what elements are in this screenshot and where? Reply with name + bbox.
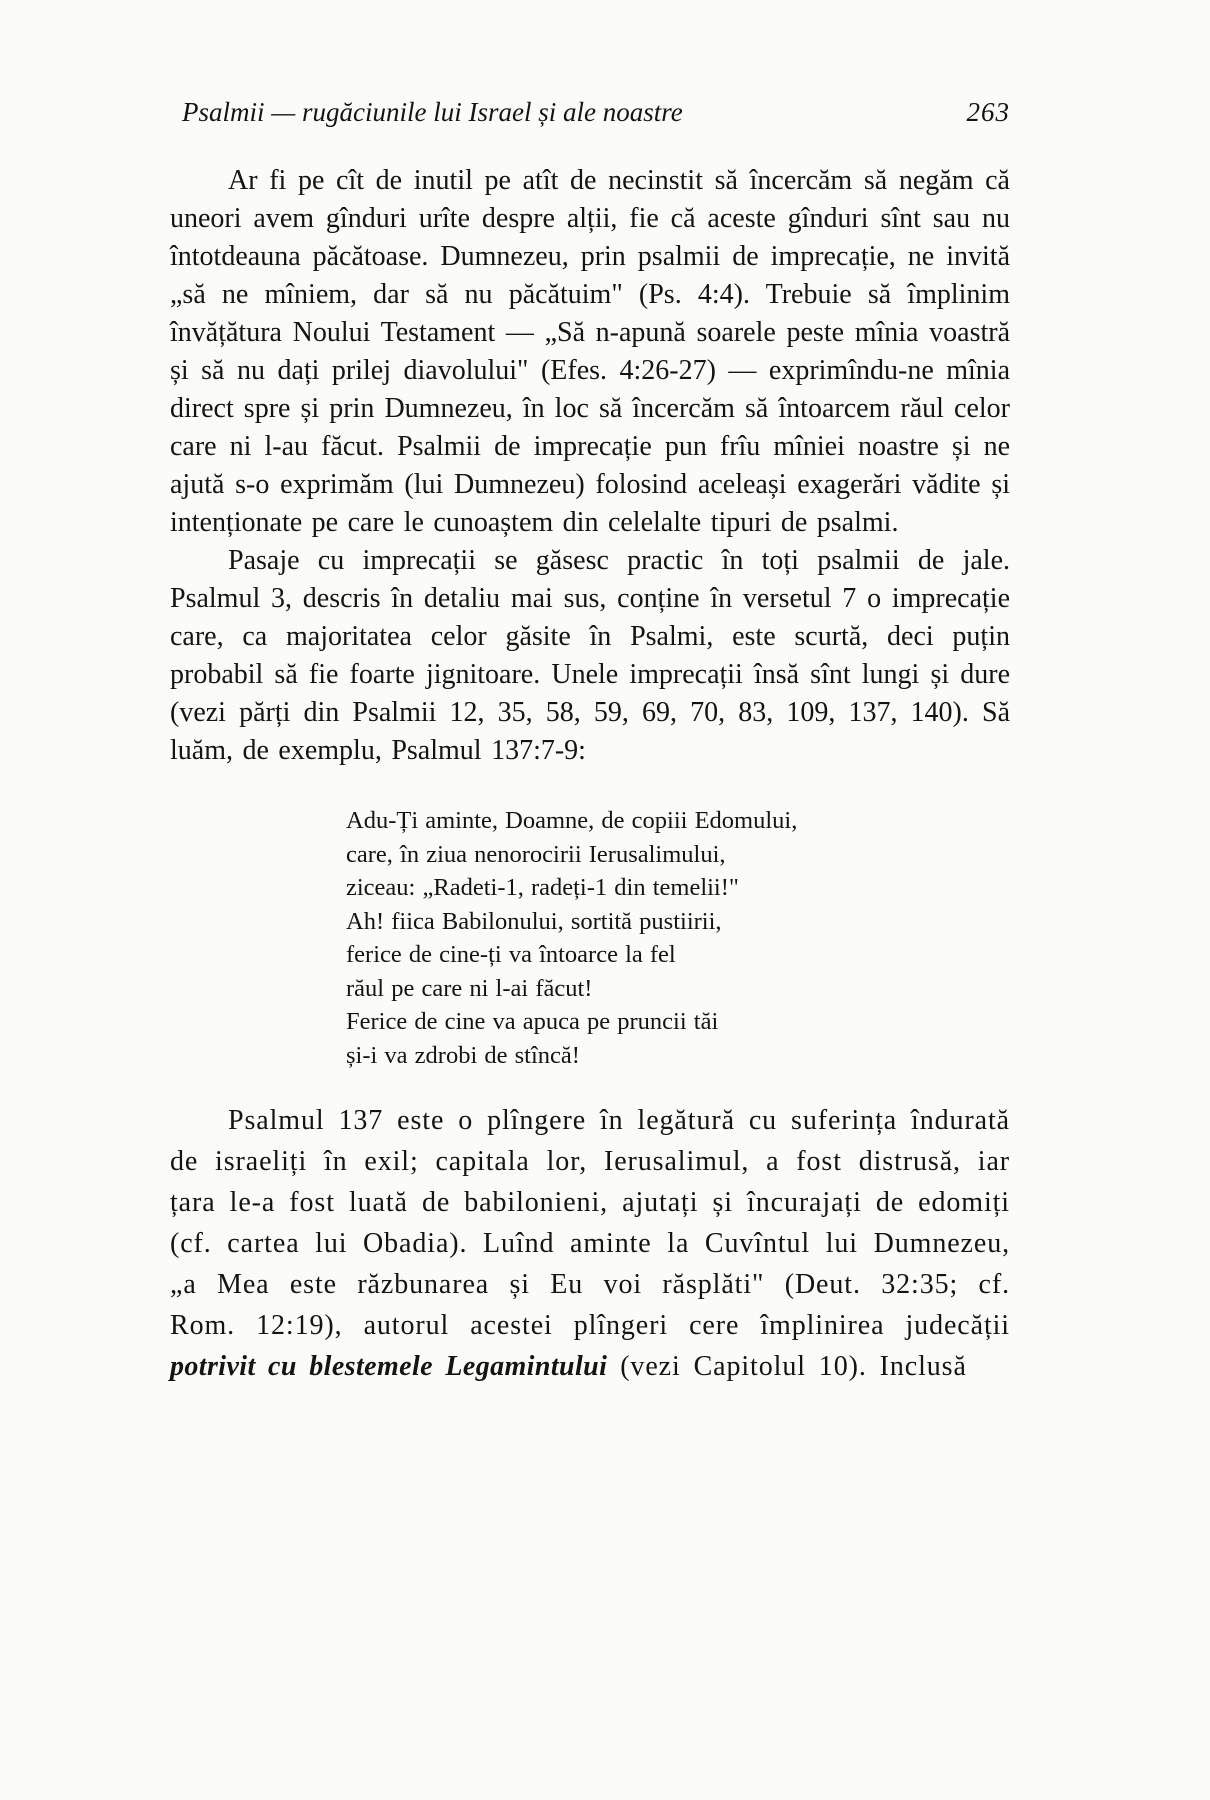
- quote-line: care, în ziua nenorocirii Ierusalimului,: [346, 840, 726, 868]
- paragraph-3-text-start: Psalmul 137 este o plîngere în legătură cu suferința îndurată de israeliți în exil; capitala lor, Ierusalimul, a fost distrusă, iar țara le-a fost luată de babilonieni, ajutați și încurajați de edomiți (cf. cartea lui Obadia). Luînd aminte la Cuvîntul lui Dumnezeu, „a Mea este răzbunarea și Eu voi răsplăti" (Deut. 32:35; cf. Rom. 12:19), autorul acestei plîngeri cere împlinirea judecății: [170, 1105, 1010, 1341]
- running-title: Psalmii — rugăciunile lui Israel și ale noastre: [182, 97, 683, 127]
- page-body: [170, 162, 1010, 1387]
- quote-line: ferice de cine-ți va întoarce la fel: [346, 941, 676, 968]
- page-number: 263: [966, 97, 1010, 127]
- psalm-137-quote: [346, 804, 1010, 1072]
- quote-line: ziceau: „Radeti-1, radeți-1 din temelii!": [346, 874, 739, 901]
- quote-line: Adu-Ți aminte, Doamne, de copiii Edomului,: [346, 807, 798, 834]
- paragraph-imprecation-examples: Pasaje cu imprecații se găsesc practic în toți psalmii de jale. Psalmul 3, descris în detaliu mai sus, conține în versetul 7 o imprecație care, ca majoritatea celor găsite în Psalmi, este scurtă, deci puțin probabil să fie foarte jignitoare. Unele imprecații însă sînt lungi și dure (vezi părți din Psalmii 12, 35, 58, 59, 69, 70, 83, 109, 137, 140). Să luăm, de exemplu, Psalmul 137:7-9:: [170, 545, 1010, 766]
- quote-line: răul pe care ni l-ai făcut!: [346, 974, 593, 1002]
- page-header: [170, 96, 1010, 128]
- quote-line: și-i va zdrobi de stîncă!: [346, 1041, 580, 1069]
- quote-line: Ah! fiica Babilonului, sortită pustiirii,: [346, 907, 722, 935]
- paragraph-3-emphasis: potrivit cu blestemele Legamintului: [170, 1351, 608, 1382]
- paragraph-3-text-end: (vezi Capitolul 10). Inclusă: [607, 1351, 967, 1382]
- paragraph-imprecation-intro: Ar fi pe cît de inutil pe atît de necinstit să încercăm să negăm că uneori avem gînduri urîte despre alții, fie că aceste gînduri sînt sau nu întotdeauna păcătoase. Dumnezeu, prin psalmii de imprecație, ne invită „să ne mîniem, dar să nu păcătuim" (Ps. 4:4). Trebuie să împlinim învățătura Noului Testament — „Să n-apună soarele peste mînia voastră și să nu dați prilej diavolului" (Efes. 4:26-27) — exprimîndu-ne mînia direct spre și prin Dumnezeu, în loc să încercăm să întoarcem răul celor care ni l-au făcut. Psalmii de imprecație pun frîu mîniei noastre și ne ajută s-o exprimăm (lui Dumnezeu) folosind aceleași exagerări vădite și intenționate pe care le cunoaștem din celelalte tipuri de psalmi.: [170, 165, 1010, 538]
- paragraph-psalm-137-commentary: [170, 1100, 1010, 1387]
- quote-line: Ferice de cine va apuca pe pruncii tăi: [346, 1008, 719, 1035]
